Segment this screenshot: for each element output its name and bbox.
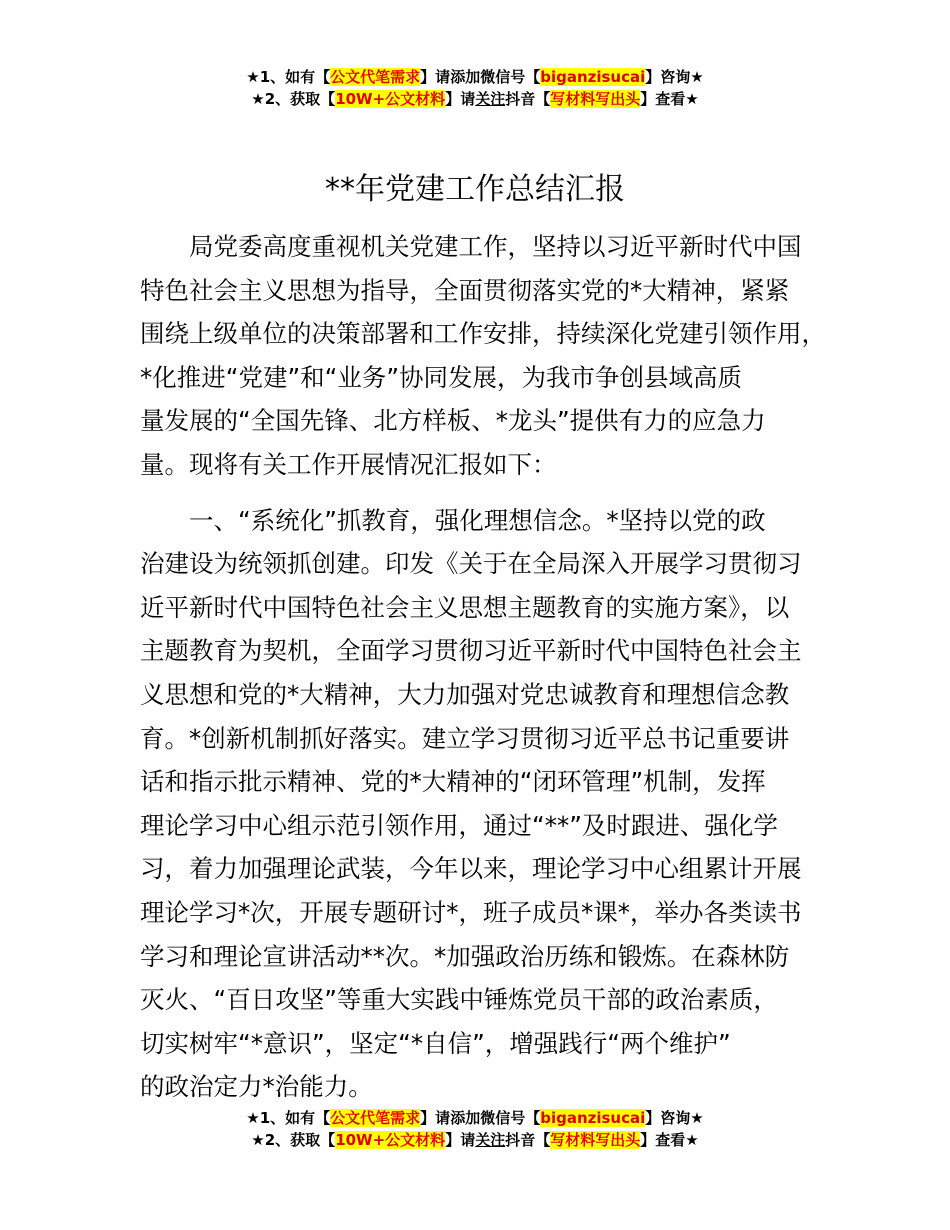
- promo-highlight: 10W+公文材料: [335, 90, 446, 108]
- promo-text: 抖音【: [505, 90, 551, 108]
- promo-highlight: biganzisucai: [540, 1109, 646, 1127]
- text-line: 一、“系统化”抓教育，强化理想信念。*坚持以党的政: [189, 505, 766, 535]
- promo-text: 】请: [445, 90, 476, 108]
- promo-text: 】请: [420, 1109, 451, 1127]
- text-line: 理论学习中心组示范引领作用，通过“**”及时跟进、强化学: [140, 810, 778, 840]
- paragraph-gap: [140, 487, 820, 499]
- promo-text: 】请: [420, 68, 451, 86]
- promo-text: 添加: [450, 1109, 481, 1127]
- footer-promo-banner: [0, 1107, 950, 1151]
- promo-text: 添加: [450, 68, 481, 86]
- header-promo-banner: [0, 66, 950, 110]
- text-line: 特色社会主义思想为指导，全面贯彻落实党的*大精神，紧紧: [140, 275, 790, 305]
- promo-text: 】查看★: [640, 90, 699, 108]
- promo-line-2: [0, 1129, 950, 1151]
- promo-text: ★2、获取【: [251, 90, 336, 108]
- text-line: 治建设为统领抓创建。印发《关于在全局深入开展学习贯彻习: [140, 549, 802, 579]
- promo-highlight: 写材料写出头: [550, 1131, 641, 1149]
- promo-text: 微信号【: [480, 68, 541, 86]
- paragraph-section-1: [140, 499, 820, 1109]
- text-line: 理论学习*次，开展专题研讨*，班子成员*课*，举办各类读书: [140, 897, 802, 927]
- text-line: 围绕上级单位的决策部署和工作安排，持续深化党建引领作用，: [140, 319, 826, 349]
- promo-line-1: [0, 66, 950, 88]
- promo-highlight: 10W+公文材料: [335, 1131, 446, 1149]
- text-line: 局党委高度重视机关党建工作，坚持以习近平新时代中国: [189, 232, 802, 261]
- text-line: 量。现将有关工作开展情况汇报如下：: [140, 449, 557, 479]
- text-line: 切实树牢“*意识”，坚定“*自信”，增强践行“两个维护”: [140, 1028, 731, 1058]
- text-line: 的政治定力*治能力。: [140, 1072, 373, 1102]
- promo-text: ★1、如有【: [246, 1109, 331, 1127]
- promo-highlight: 写材料写出头: [550, 90, 641, 108]
- promo-text: 】咨询★: [645, 1109, 704, 1127]
- promo-highlight: 公文代笔需求: [330, 68, 421, 86]
- text-line: 学习和理论宣讲活动**次。*加强政治历练和锻炼。在森林防: [140, 941, 790, 971]
- text-line: 习，着力加强理论武装，今年以来，理论学习中心组累计开展: [140, 854, 802, 884]
- text-line: 育。*创新机制抓好落实。建立学习贯彻习近平总书记重要讲: [140, 723, 790, 753]
- promo-text: 抖音【: [505, 1131, 551, 1149]
- promo-text: 】查看★: [640, 1131, 699, 1149]
- promo-text: 微信号【: [480, 1109, 541, 1127]
- text-line: *化推进“党建”和“业务”协同发展，为我市争创县域高质: [140, 362, 743, 392]
- promo-line-1: [0, 1107, 950, 1129]
- promo-text: ★2、获取【: [251, 1131, 336, 1149]
- promo-highlight: biganzisucai: [540, 68, 646, 86]
- promo-underlined-text: 关注: [475, 1131, 506, 1149]
- document-title: **年党建工作总结汇报: [325, 172, 625, 207]
- paragraph-intro: [140, 225, 826, 487]
- text-line: 量发展的“全国先锋、北方样板、*龙头”提供有力的应急力: [140, 406, 766, 436]
- document-body: [140, 225, 826, 1109]
- promo-highlight: 公文代笔需求: [330, 1109, 421, 1127]
- promo-underlined-text: 关注: [475, 90, 506, 108]
- text-line: 主题教育为契机，全面学习贯彻习近平新时代中国特色社会主: [140, 636, 802, 666]
- promo-text: 】请: [445, 1131, 476, 1149]
- text-line: 灭火、“百日攻坚”等重大实践中锤炼党员干部的政治素质，: [140, 985, 778, 1015]
- promo-line-2: [0, 88, 950, 110]
- text-line: 近平新时代中国特色社会主义思想主题教育的实施方案》，以: [140, 592, 790, 622]
- text-line: 义思想和党的*大精神，大力加强对党忠诚教育和理想信念教: [140, 679, 790, 709]
- promo-text: 】咨询★: [645, 68, 704, 86]
- promo-text: ★1、如有【: [246, 68, 331, 86]
- text-line: 话和指示批示精神、党的*大精神的“闭环管理”机制，发挥: [140, 767, 766, 797]
